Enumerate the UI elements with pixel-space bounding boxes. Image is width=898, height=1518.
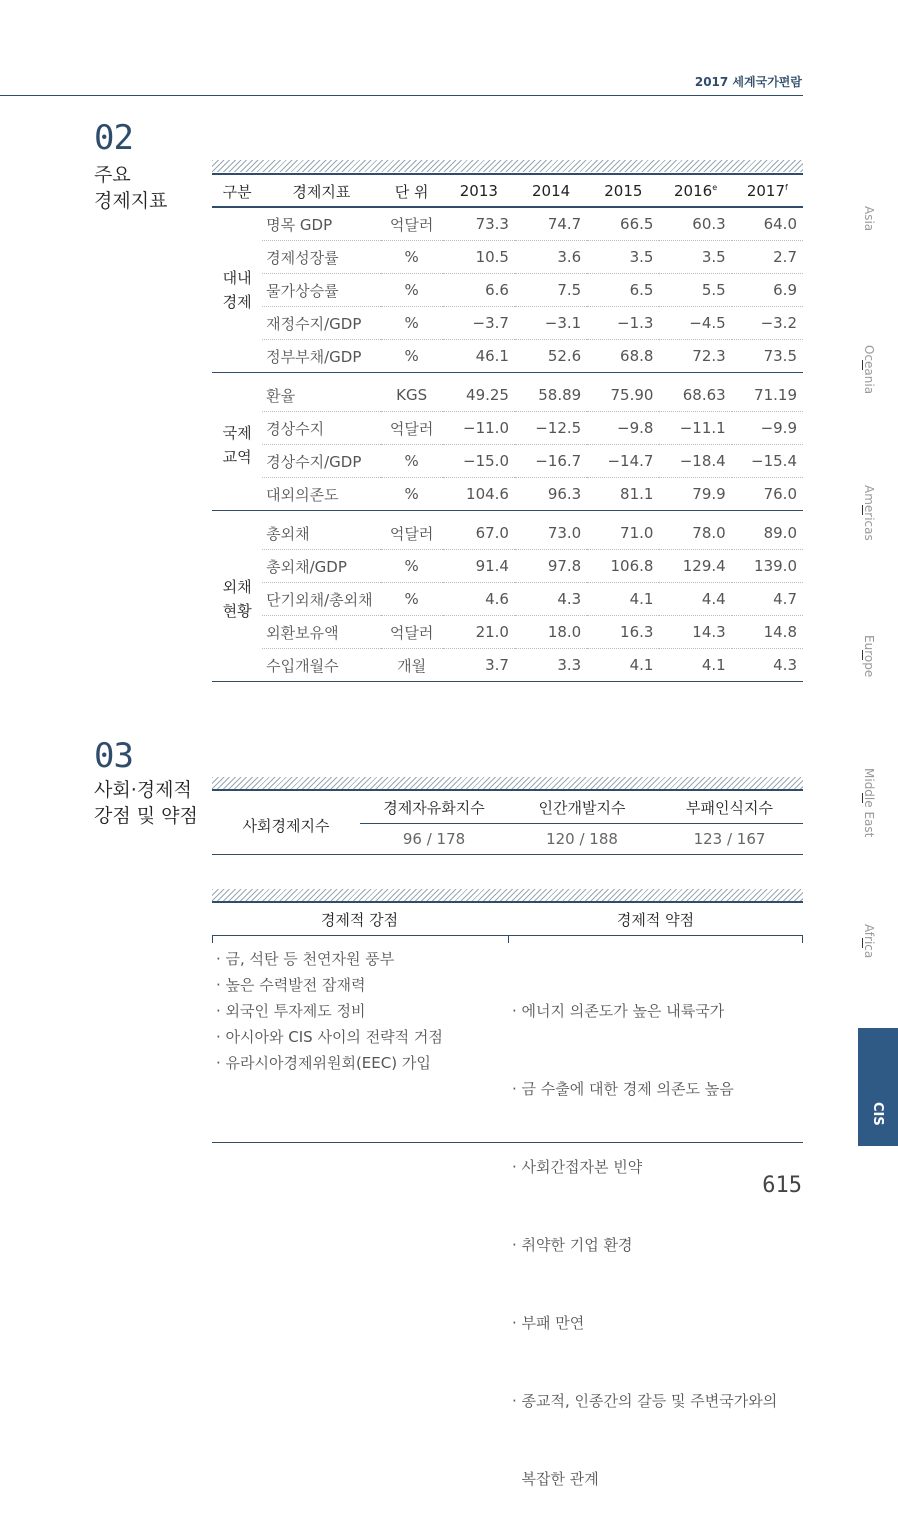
indicator-value: 3.5 xyxy=(587,241,659,274)
table-row xyxy=(212,307,803,340)
indicator-value: 67.0 xyxy=(443,517,515,550)
table-row xyxy=(212,583,803,616)
col-header-2016 xyxy=(659,176,731,207)
list-item: · 종교적, 인종간의 갈등 및 주변국가와의 xyxy=(512,1392,778,1410)
group-label-line: 경제 xyxy=(222,293,252,311)
indicator-label: 재정수지/GDP xyxy=(262,307,380,340)
indicator-value: 76.0 xyxy=(732,478,803,511)
indicator-value: 71.0 xyxy=(587,517,659,550)
indicator-value: 72.3 xyxy=(659,340,731,373)
section-title xyxy=(94,162,167,214)
indicator-value: 3.6 xyxy=(515,241,587,274)
group-label-line: 현황 xyxy=(222,602,252,620)
indicator-unit: % xyxy=(381,274,443,307)
group-label xyxy=(212,207,262,373)
indicator-value: −9.8 xyxy=(587,412,659,445)
indicator-unit: % xyxy=(381,445,443,478)
side-nav-oceania[interactable]: Oceania xyxy=(862,345,876,395)
section-title-line: 경제지표 xyxy=(94,190,168,212)
list-item: 복잡한 관계 xyxy=(512,1470,599,1488)
indicator-value: 3.5 xyxy=(659,241,731,274)
group-label xyxy=(212,379,262,511)
indicator-label: 경제성장률 xyxy=(262,241,380,274)
indicator-value: −11.1 xyxy=(659,412,731,445)
indicator-value: 3.7 xyxy=(443,649,515,682)
col-header-category: 구분 xyxy=(212,176,262,207)
indicator-value: 18.0 xyxy=(515,616,587,649)
list-item: · 높은 수력발전 잠재력 xyxy=(216,976,366,994)
indicator-value: 14.3 xyxy=(659,616,731,649)
indicator-value: −3.7 xyxy=(443,307,515,340)
weakness-heading: 경제적 약점 xyxy=(616,911,695,929)
indicator-value: 2.7 xyxy=(732,241,803,274)
indicator-value: 4.3 xyxy=(515,583,587,616)
section-title-line: 사회·경제적 xyxy=(94,779,192,801)
indicator-value: 75.90 xyxy=(587,379,659,412)
indicator-value: 73.3 xyxy=(443,207,515,241)
table-row xyxy=(212,616,803,649)
table-row xyxy=(212,517,803,550)
indicator-unit: 개월 xyxy=(381,649,443,682)
indicator-value: 4.1 xyxy=(587,583,659,616)
list-item: · 사회간접자본 빈약 xyxy=(512,1158,643,1176)
index-row-label: 사회경제지수 xyxy=(242,817,330,835)
indicator-value: −9.9 xyxy=(732,412,803,445)
indicator-value: 52.6 xyxy=(515,340,587,373)
indicator-value: 49.25 xyxy=(443,379,515,412)
indicator-unit: 억달러 xyxy=(381,207,443,241)
indicator-value: 60.3 xyxy=(659,207,731,241)
group-label-line: 외채 xyxy=(222,578,252,596)
table-row xyxy=(212,550,803,583)
indicator-value: 78.0 xyxy=(659,517,731,550)
indicator-value: −4.5 xyxy=(659,307,731,340)
header-title: 2017 세계국가편람 xyxy=(694,75,802,89)
col-header-indicator: 경제지표 xyxy=(262,176,380,207)
indicator-label: 명목 GDP xyxy=(262,207,380,241)
indicator-value: −16.7 xyxy=(515,445,587,478)
indicator-value: 64.0 xyxy=(732,207,803,241)
indicator-value: 73.5 xyxy=(732,340,803,373)
indicator-value: 68.8 xyxy=(587,340,659,373)
indicator-value: 104.6 xyxy=(443,478,515,511)
indicator-unit: % xyxy=(381,550,443,583)
strength-heading: 경제적 강점 xyxy=(320,911,399,929)
indicator-unit: % xyxy=(381,241,443,274)
indicator-value: 6.6 xyxy=(443,274,515,307)
section-title-line: 주요 xyxy=(94,164,131,186)
year-label: 2017 xyxy=(746,182,786,200)
economic-indicator-table xyxy=(212,176,803,682)
list-item: · 에너지 의존도가 높은 내륙국가 xyxy=(512,1002,725,1020)
table-row xyxy=(212,340,803,373)
hatch-bar xyxy=(212,777,803,789)
indicator-label: 총외채/GDP xyxy=(262,550,380,583)
hatch-bar xyxy=(212,889,803,901)
indicator-label: 단기외채/총외채 xyxy=(262,583,380,616)
forecast-mark: f xyxy=(785,183,788,192)
index-value-human-development: 120 / 188 xyxy=(546,830,618,848)
table-row xyxy=(212,241,803,274)
sw-bottom-rule xyxy=(212,1142,803,1143)
indicator-label: 환율 xyxy=(262,379,380,412)
side-nav-africa[interactable]: Africa xyxy=(862,924,876,959)
index-top-rule xyxy=(212,789,803,791)
indicator-label: 경상수지 xyxy=(262,412,380,445)
indicator-value: 139.0 xyxy=(732,550,803,583)
indicator-value: 4.6 xyxy=(443,583,515,616)
table-row xyxy=(212,412,803,445)
indicator-label: 수입개월수 xyxy=(262,649,380,682)
indicator-value: 68.63 xyxy=(659,379,731,412)
indicator-value: 96.3 xyxy=(515,478,587,511)
indicator-value: −11.0 xyxy=(443,412,515,445)
col-header-2015: 2015 xyxy=(587,176,659,207)
indicator-value: 6.5 xyxy=(587,274,659,307)
table-row xyxy=(212,207,803,241)
sw-tick-right xyxy=(802,935,803,943)
indicator-unit: 억달러 xyxy=(381,517,443,550)
col-header-2014: 2014 xyxy=(515,176,587,207)
page-number: 615 xyxy=(762,1173,802,1198)
list-item: · 유라시아경제위원회(EEC) 가입 xyxy=(216,1054,431,1072)
index-value-corruption: 123 / 167 xyxy=(693,830,766,848)
index-header-corruption: 부패인식지수 xyxy=(686,799,773,817)
indicator-value: −15.4 xyxy=(732,445,803,478)
section-number: 02 xyxy=(94,118,133,158)
table-row xyxy=(212,445,803,478)
group-label-line: 교역 xyxy=(222,447,252,466)
index-header-economic-freedom: 경제자유화지수 xyxy=(383,799,485,817)
estimate-mark: e xyxy=(712,183,718,192)
list-item: · 부패 만연 xyxy=(512,1314,585,1332)
side-nav-asia[interactable]: Asia xyxy=(862,206,876,232)
col-header-2017 xyxy=(732,176,803,207)
side-nav-middle-east[interactable]: Middle East xyxy=(862,768,876,838)
section-number: 03 xyxy=(94,736,133,776)
indicator-label: 외환보유액 xyxy=(262,616,380,649)
indicator-value: −3.1 xyxy=(515,307,587,340)
hatch-bar xyxy=(212,160,803,172)
indicator-value: 4.1 xyxy=(659,649,731,682)
indicator-label: 경상수지/GDP xyxy=(262,445,380,478)
header-rule xyxy=(0,95,803,96)
table-row xyxy=(212,379,803,412)
sw-top-rule xyxy=(212,901,803,903)
strength-list xyxy=(216,946,443,1076)
indicator-value: −3.2 xyxy=(732,307,803,340)
indicator-value: 4.7 xyxy=(732,583,803,616)
indicator-label: 물가상승률 xyxy=(262,274,380,307)
section-title xyxy=(94,777,198,829)
indicator-value: 79.9 xyxy=(659,478,731,511)
indicator-value: 4.1 xyxy=(587,649,659,682)
indicator-label: 대외의존도 xyxy=(262,478,380,511)
indicator-unit: % xyxy=(381,340,443,373)
indicator-value: −18.4 xyxy=(659,445,731,478)
index-mid-rule xyxy=(360,823,803,824)
indicator-value: 7.5 xyxy=(515,274,587,307)
indicator-value: −15.0 xyxy=(443,445,515,478)
list-item: · 금, 석탄 등 천연자원 풍부 xyxy=(216,950,395,968)
indicator-label: 정부부채/GDP xyxy=(262,340,380,373)
list-item: · 취약한 기업 환경 xyxy=(512,1236,633,1254)
indicator-value: 91.4 xyxy=(443,550,515,583)
indicator-value: 5.5 xyxy=(659,274,731,307)
indicator-value: 14.8 xyxy=(732,616,803,649)
sw-tick-left xyxy=(212,935,213,943)
indicator-unit: KGS xyxy=(381,379,443,412)
indicator-value: 21.0 xyxy=(443,616,515,649)
weakness-list xyxy=(512,946,777,1518)
indicator-value: 129.4 xyxy=(659,550,731,583)
indicator-value: 46.1 xyxy=(443,340,515,373)
indicator-value: −14.7 xyxy=(587,445,659,478)
index-value-economic-freedom: 96 / 178 xyxy=(402,830,466,848)
indicator-value: 4.4 xyxy=(659,583,731,616)
list-item: · 아시아와 CIS 사이의 전략적 거점 xyxy=(216,1028,443,1046)
group-label-line: 국제 xyxy=(222,423,252,442)
indicator-value: 10.5 xyxy=(443,241,515,274)
indicator-value: 71.19 xyxy=(732,379,803,412)
indicator-value: 97.8 xyxy=(515,550,587,583)
index-bottom-rule xyxy=(212,854,803,855)
indicator-unit: % xyxy=(381,583,443,616)
indicator-value: 4.3 xyxy=(732,649,803,682)
indicator-value: 16.3 xyxy=(587,616,659,649)
indicator-value: 74.7 xyxy=(515,207,587,241)
indicator-unit: % xyxy=(381,307,443,340)
list-item: · 금 수출에 대한 경제 의존도 높음 xyxy=(512,1080,734,1098)
indicator-value: 6.9 xyxy=(732,274,803,307)
year-label: 2016 xyxy=(674,182,713,200)
section-title-line: 강점 및 약점 xyxy=(94,805,198,827)
group-label xyxy=(212,517,262,682)
side-nav-europe[interactable]: Europe xyxy=(862,635,876,678)
col-header-2013: 2013 xyxy=(443,176,515,207)
indicator-value: 58.89 xyxy=(515,379,587,412)
indicator-value: 106.8 xyxy=(587,550,659,583)
side-nav-cis-label: CIS xyxy=(870,1102,885,1126)
col-header-unit: 단 위 xyxy=(381,176,443,207)
side-nav-cis-tab[interactable] xyxy=(858,1028,898,1146)
index-header-human-development: 인간개발지수 xyxy=(538,799,626,817)
indicator-value: 89.0 xyxy=(732,517,803,550)
table-row xyxy=(212,649,803,682)
indicator-unit: 억달러 xyxy=(381,412,443,445)
table-row xyxy=(212,478,803,511)
list-item: · 외국인 투자제도 정비 xyxy=(216,1002,366,1020)
indicator-value: −1.3 xyxy=(587,307,659,340)
table-row xyxy=(212,274,803,307)
indicator-value: 73.0 xyxy=(515,517,587,550)
table-top-rule xyxy=(212,173,803,175)
indicator-label: 총외채 xyxy=(262,517,380,550)
indicator-value: 3.3 xyxy=(515,649,587,682)
sw-tick-mid xyxy=(508,935,509,943)
group-label-line: 대내 xyxy=(222,269,252,287)
indicator-value: 81.1 xyxy=(587,478,659,511)
table-header-row xyxy=(212,176,803,207)
side-nav-americas[interactable]: Americas xyxy=(862,485,876,541)
indicator-value: −12.5 xyxy=(515,412,587,445)
indicator-value: 66.5 xyxy=(587,207,659,241)
indicator-unit: 억달러 xyxy=(381,616,443,649)
indicator-unit: % xyxy=(381,478,443,511)
